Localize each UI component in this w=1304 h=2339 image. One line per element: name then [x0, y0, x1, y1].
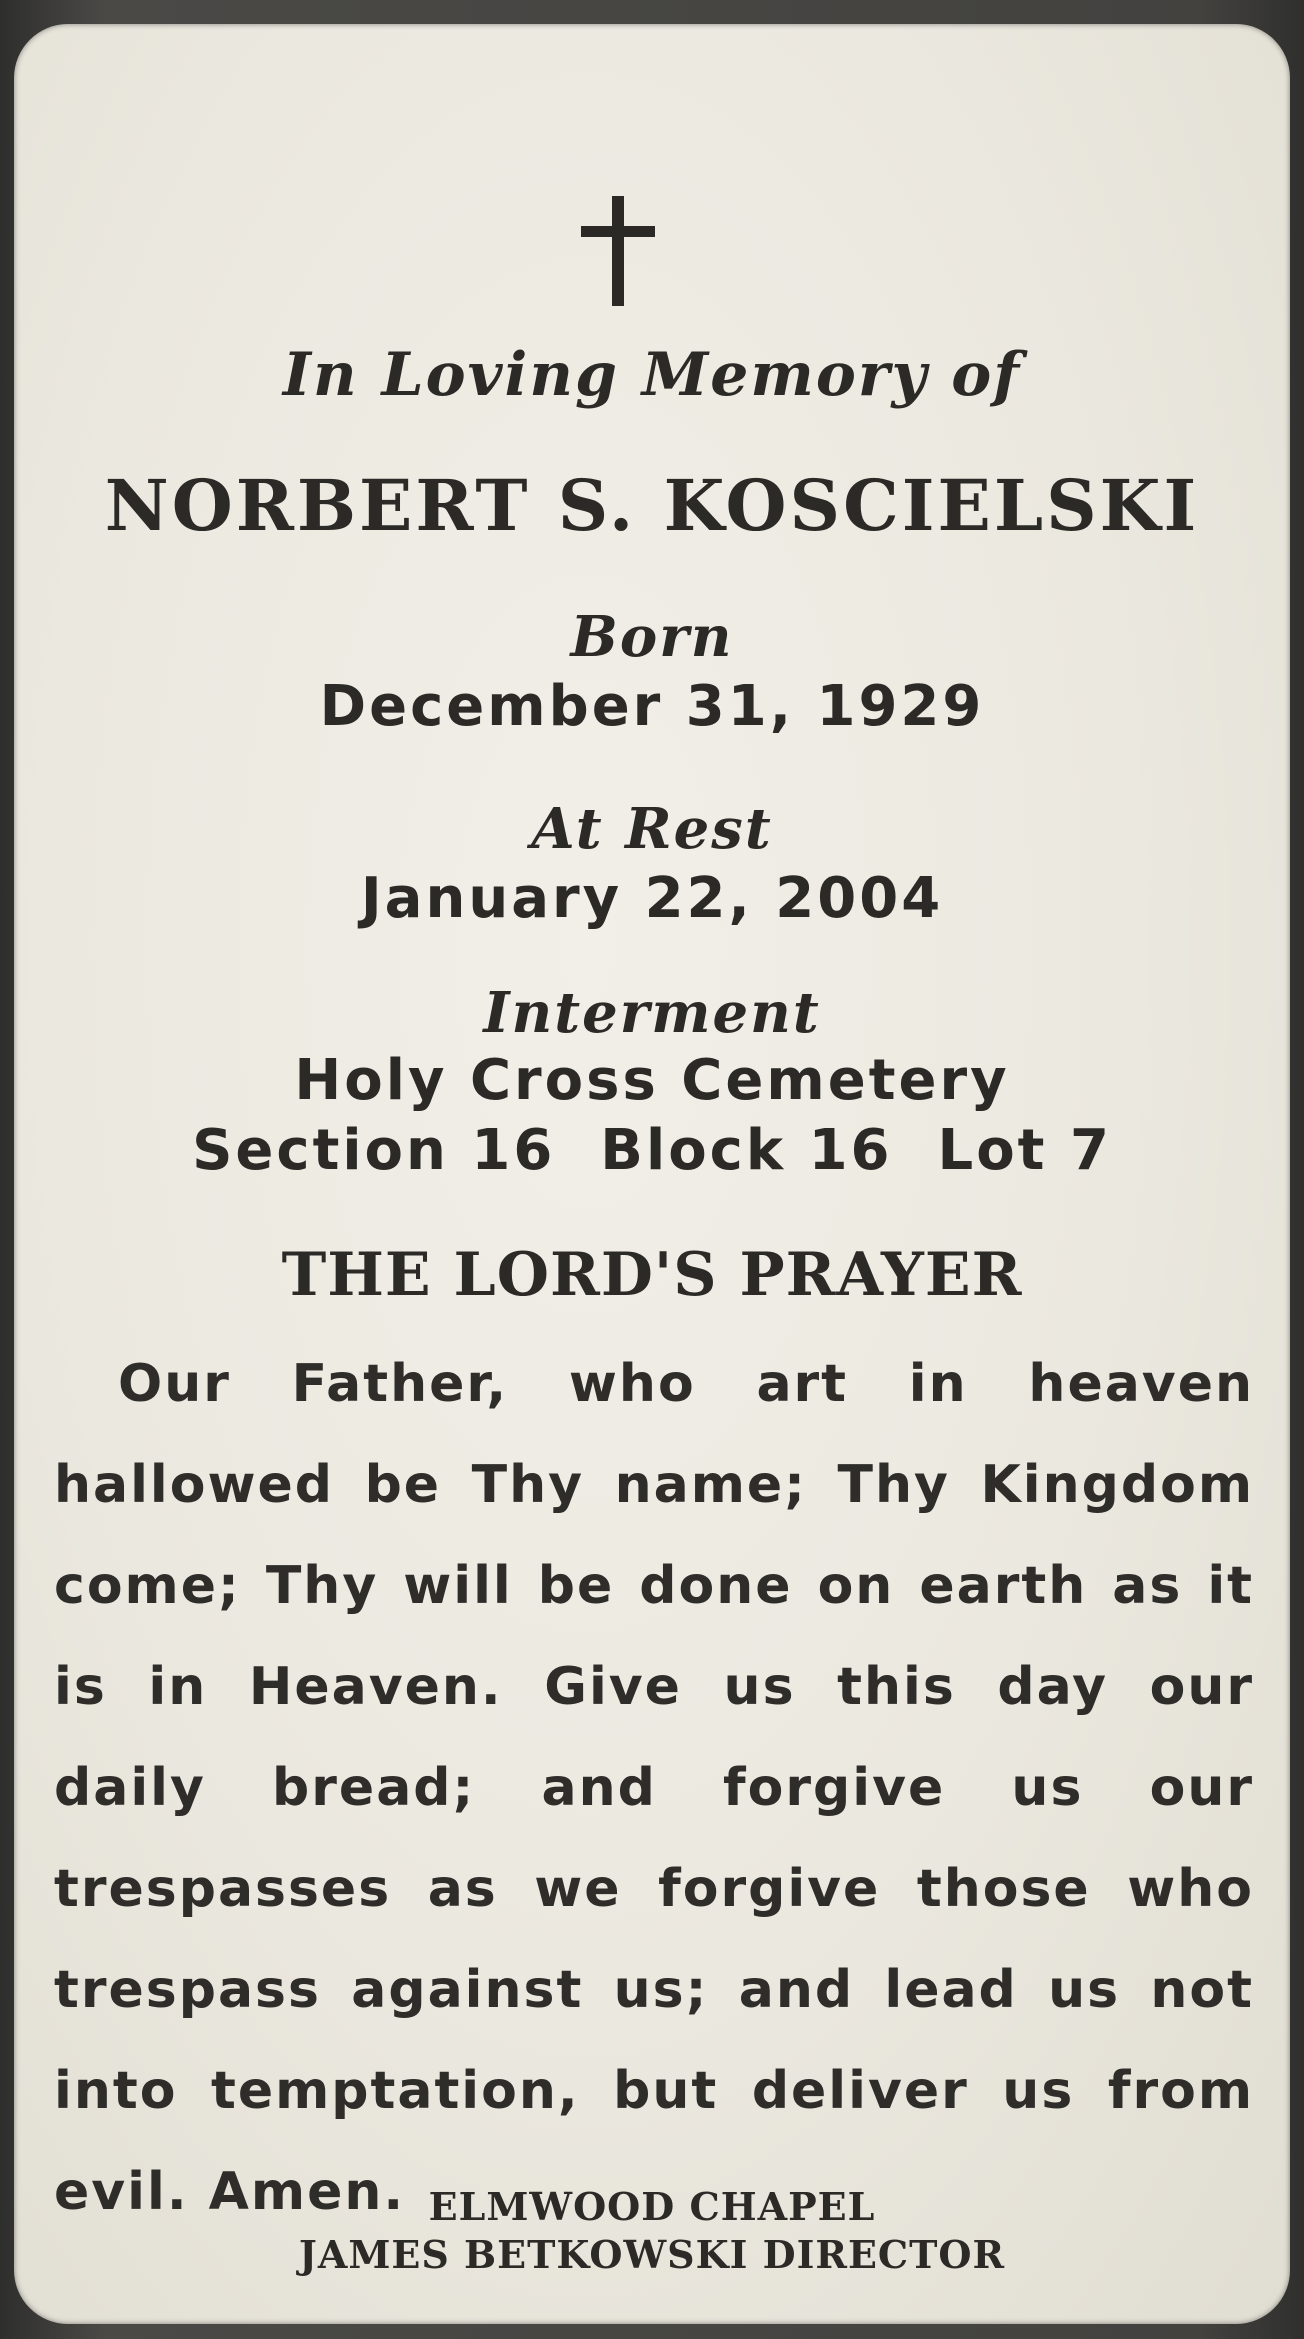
at-rest-date: January 22, 2004 [360, 866, 944, 931]
funeral-director: JAMES BETKOWSKI DIRECTOR [298, 2232, 1006, 2277]
at-rest-label: At Rest [531, 796, 773, 862]
interment-place: Holy Cross Cemetery [294, 1048, 1010, 1113]
deceased-name: NORBERT S. KOSCIELSKI [104, 464, 1200, 547]
memorial-heading: In Loving Memory of [282, 340, 1022, 410]
cross-icon [581, 196, 655, 306]
chapel-name: ELMWOOD CHAPEL [428, 2184, 876, 2229]
prayer-text: Our Father, who art in heaven hallowed be Thy name; Thy Kingdom come; Thy will be done on earth as it is in Heaven. Give us this day our daily bread; and forgive us our trespasses as we forgive those who trespass against us; and lead us not into temptation, but deliver us from evil. Amen. [54, 1354, 1254, 2222]
memorial-card [14, 24, 1290, 2324]
interment-plot: Section 16 Block 16 Lot 7 [192, 1118, 1112, 1183]
born-date: December 31, 1929 [319, 674, 985, 739]
born-label: Born [570, 604, 734, 670]
prayer-title: THE LORD'S PRAYER [281, 1240, 1023, 1310]
interment-label: Interment [483, 980, 821, 1046]
